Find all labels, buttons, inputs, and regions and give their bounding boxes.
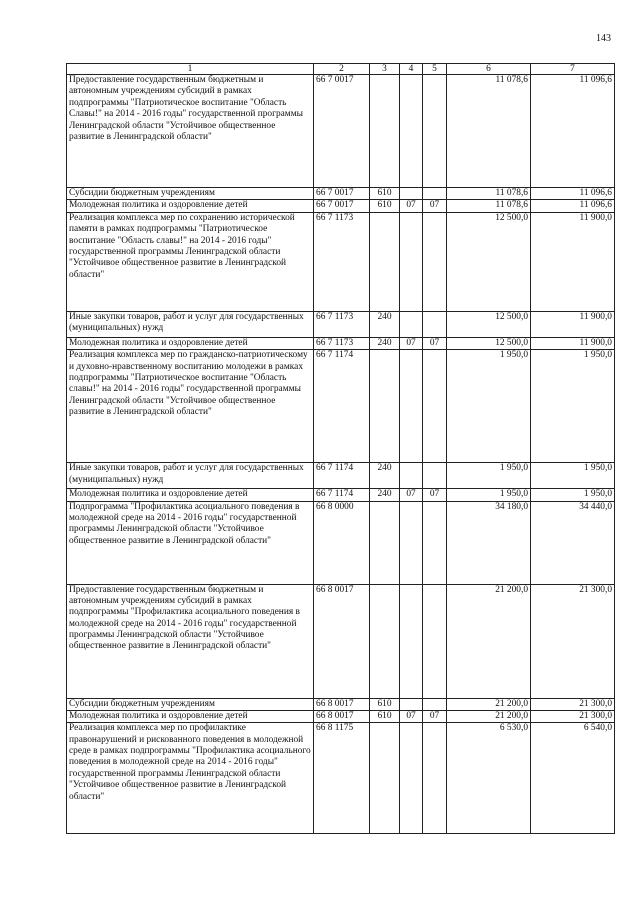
header-row	[67, 64, 615, 75]
page-number: 143	[596, 33, 611, 44]
row-subsection	[423, 350, 447, 463]
row-section	[400, 698, 423, 710]
table-row	[67, 723, 615, 834]
table-row	[67, 337, 615, 349]
row-expense-type: 240	[370, 337, 400, 349]
row-name: Молодежная политика и оздоровление детей	[67, 489, 314, 501]
row-amount-col7: 11 900,0	[531, 311, 615, 337]
row-subsection	[423, 311, 447, 337]
table-row	[67, 188, 615, 200]
row-section	[400, 75, 423, 188]
budget-table	[66, 63, 615, 834]
row-amount-col6: 11 078,6	[447, 200, 531, 212]
row-expense-type	[370, 75, 400, 188]
row-section: 07	[400, 200, 423, 212]
row-subsection	[423, 501, 447, 584]
row-amount-col7: 11 096,6	[531, 200, 615, 212]
col-header-2: 2	[314, 64, 370, 75]
row-subsection	[423, 188, 447, 200]
row-target-code: 66 7 1174	[314, 489, 370, 501]
row-amount-col7: 6 540,0	[531, 723, 615, 834]
row-amount-col6: 11 078,6	[447, 188, 531, 200]
row-name: Реализация комплекса мер по профилактике правонарушений и рискованного поведения в молодежной среде в рамках подпрограммы "Профилактика асоциального поведения в молодежной среде на 2014 - 2016 годы" государственной программы Ленинградской области "Устойчивое общественное развитие в Ленинградской области"	[67, 723, 314, 834]
table-row	[67, 501, 615, 584]
row-amount-col7: 1 950,0	[531, 489, 615, 501]
row-subsection	[423, 723, 447, 834]
row-expense-type	[370, 584, 400, 698]
row-amount-col6: 21 200,0	[447, 698, 531, 710]
row-expense-type: 240	[370, 463, 400, 489]
row-amount-col7: 11 900,0	[531, 212, 615, 311]
row-expense-type	[370, 350, 400, 463]
row-target-code: 66 7 1173	[314, 212, 370, 311]
row-target-code: 66 7 0017	[314, 200, 370, 212]
col-header-4: 4	[400, 64, 423, 75]
row-name: Субсидии бюджетным учреждениям	[67, 188, 314, 200]
row-expense-type: 610	[370, 188, 400, 200]
row-section	[400, 501, 423, 584]
row-name: Предоставление государственным бюджетным и автономным учреждениям субсидий в рамках подпрограммы "Профилактика асоциального поведения в молодежной среде на 2014 - 2016 годы" государственной программы Ленинградской области "Устойчивое общественное развитие в Ленинградской области"	[67, 584, 314, 698]
row-target-code: 66 7 1173	[314, 311, 370, 337]
row-section	[400, 463, 423, 489]
row-amount-col6: 21 200,0	[447, 710, 531, 722]
row-section	[400, 584, 423, 698]
row-section: 07	[400, 710, 423, 722]
row-target-code: 66 7 1174	[314, 463, 370, 489]
row-amount-col6: 21 200,0	[447, 584, 531, 698]
row-subsection	[423, 212, 447, 311]
row-amount-col7: 11 900,0	[531, 337, 615, 349]
table-row	[67, 489, 615, 501]
row-amount-col7: 1 950,0	[531, 350, 615, 463]
row-name: Молодежная политика и оздоровление детей	[67, 337, 314, 349]
col-header-5: 5	[423, 64, 447, 75]
row-amount-col7: 11 096,6	[531, 188, 615, 200]
row-amount-col6: 1 950,0	[447, 350, 531, 463]
row-section: 07	[400, 337, 423, 349]
row-amount-col7: 21 300,0	[531, 710, 615, 722]
row-subsection	[423, 698, 447, 710]
col-header-7: 7	[531, 64, 615, 75]
row-amount-col6: 11 078,6	[447, 75, 531, 188]
table-row	[67, 212, 615, 311]
row-amount-col7: 21 300,0	[531, 584, 615, 698]
row-amount-col6: 12 500,0	[447, 212, 531, 311]
row-amount-col6: 1 950,0	[447, 489, 531, 501]
col-header-3: 3	[370, 64, 400, 75]
row-amount-col7: 11 096,6	[531, 75, 615, 188]
table-row	[67, 75, 615, 188]
row-name: Иные закупки товаров, работ и услуг для государственных (муниципальных) нужд	[67, 463, 314, 489]
row-name: Молодежная политика и оздоровление детей	[67, 710, 314, 722]
row-subsection: 07	[423, 489, 447, 501]
row-section: 07	[400, 489, 423, 501]
row-target-code: 66 8 0017	[314, 584, 370, 698]
row-target-code: 66 8 0017	[314, 710, 370, 722]
row-amount-col6: 12 500,0	[447, 311, 531, 337]
row-amount-col7: 1 950,0	[531, 463, 615, 489]
col-header-6: 6	[447, 64, 531, 75]
row-target-code: 66 7 0017	[314, 75, 370, 188]
row-expense-type: 240	[370, 489, 400, 501]
row-amount-col7: 21 300,0	[531, 698, 615, 710]
row-expense-type: 610	[370, 710, 400, 722]
row-name: Реализация комплекса мер по сохранению исторической памяти в рамках подпрограммы "Патриотическое воспитание "Область славы!" на 2014 - 2016 годы" государственной программы Ленинградской области "Устойчивое общественное развитие в Ленинградской области"	[67, 212, 314, 311]
row-amount-col6: 34 180,0	[447, 501, 531, 584]
row-expense-type: 240	[370, 311, 400, 337]
col-header-1: 1	[67, 64, 314, 75]
table-row	[67, 710, 615, 722]
row-name: Предоставление государственным бюджетным и автономным учреждениям субсидий в рамках подпрограммы "Патриотическое воспитание "Область Славы!" на 2014 - 2016 годы" государственной программы Ленинградской области "Устойчивое общественное развитие в Ленинградской области"	[67, 75, 314, 188]
row-amount-col6: 1 950,0	[447, 463, 531, 489]
row-target-code: 66 8 0000	[314, 501, 370, 584]
row-subsection	[423, 463, 447, 489]
table-row	[67, 311, 615, 337]
row-expense-type	[370, 723, 400, 834]
row-target-code: 66 7 1174	[314, 350, 370, 463]
row-section	[400, 311, 423, 337]
row-name: Подпрограмма "Профилактика асоциального поведения в молодежной среде на 2014 - 2016 годы" государственной программы Ленинградской области "Устойчивое общественное развитие в Ленинградской области"	[67, 501, 314, 584]
row-section	[400, 350, 423, 463]
table-row	[67, 350, 615, 463]
row-name: Субсидии бюджетным учреждениям	[67, 698, 314, 710]
table-row	[67, 698, 615, 710]
row-subsection: 07	[423, 710, 447, 722]
row-amount-col7: 34 440,0	[531, 501, 615, 584]
row-expense-type: 610	[370, 200, 400, 212]
row-expense-type	[370, 212, 400, 311]
row-name: Реализация комплекса мер по гражданско-патриотическому и духовно-нравственному воспитанию молодежи в рамках подпрограммы "Патриотическое воспитание "Область славы!" на 2014 - 2016 годы" государственной программы Ленинградской области "Устойчивое общественное развитие в Ленинградской области"	[67, 350, 314, 463]
row-expense-type: 610	[370, 698, 400, 710]
row-subsection	[423, 75, 447, 188]
row-target-code: 66 8 1175	[314, 723, 370, 834]
table-row	[67, 463, 615, 489]
row-section	[400, 723, 423, 834]
row-target-code: 66 7 0017	[314, 188, 370, 200]
row-amount-col6: 6 530,0	[447, 723, 531, 834]
row-subsection: 07	[423, 337, 447, 349]
row-amount-col6: 12 500,0	[447, 337, 531, 349]
row-name: Молодежная политика и оздоровление детей	[67, 200, 314, 212]
row-section	[400, 188, 423, 200]
row-target-code: 66 8 0017	[314, 698, 370, 710]
row-subsection: 07	[423, 200, 447, 212]
table-row	[67, 200, 615, 212]
row-name: Иные закупки товаров, работ и услуг для государственных (муниципальных) нужд	[67, 311, 314, 337]
row-target-code: 66 7 1173	[314, 337, 370, 349]
table-row	[67, 584, 615, 698]
row-expense-type	[370, 501, 400, 584]
row-subsection	[423, 584, 447, 698]
row-section	[400, 212, 423, 311]
